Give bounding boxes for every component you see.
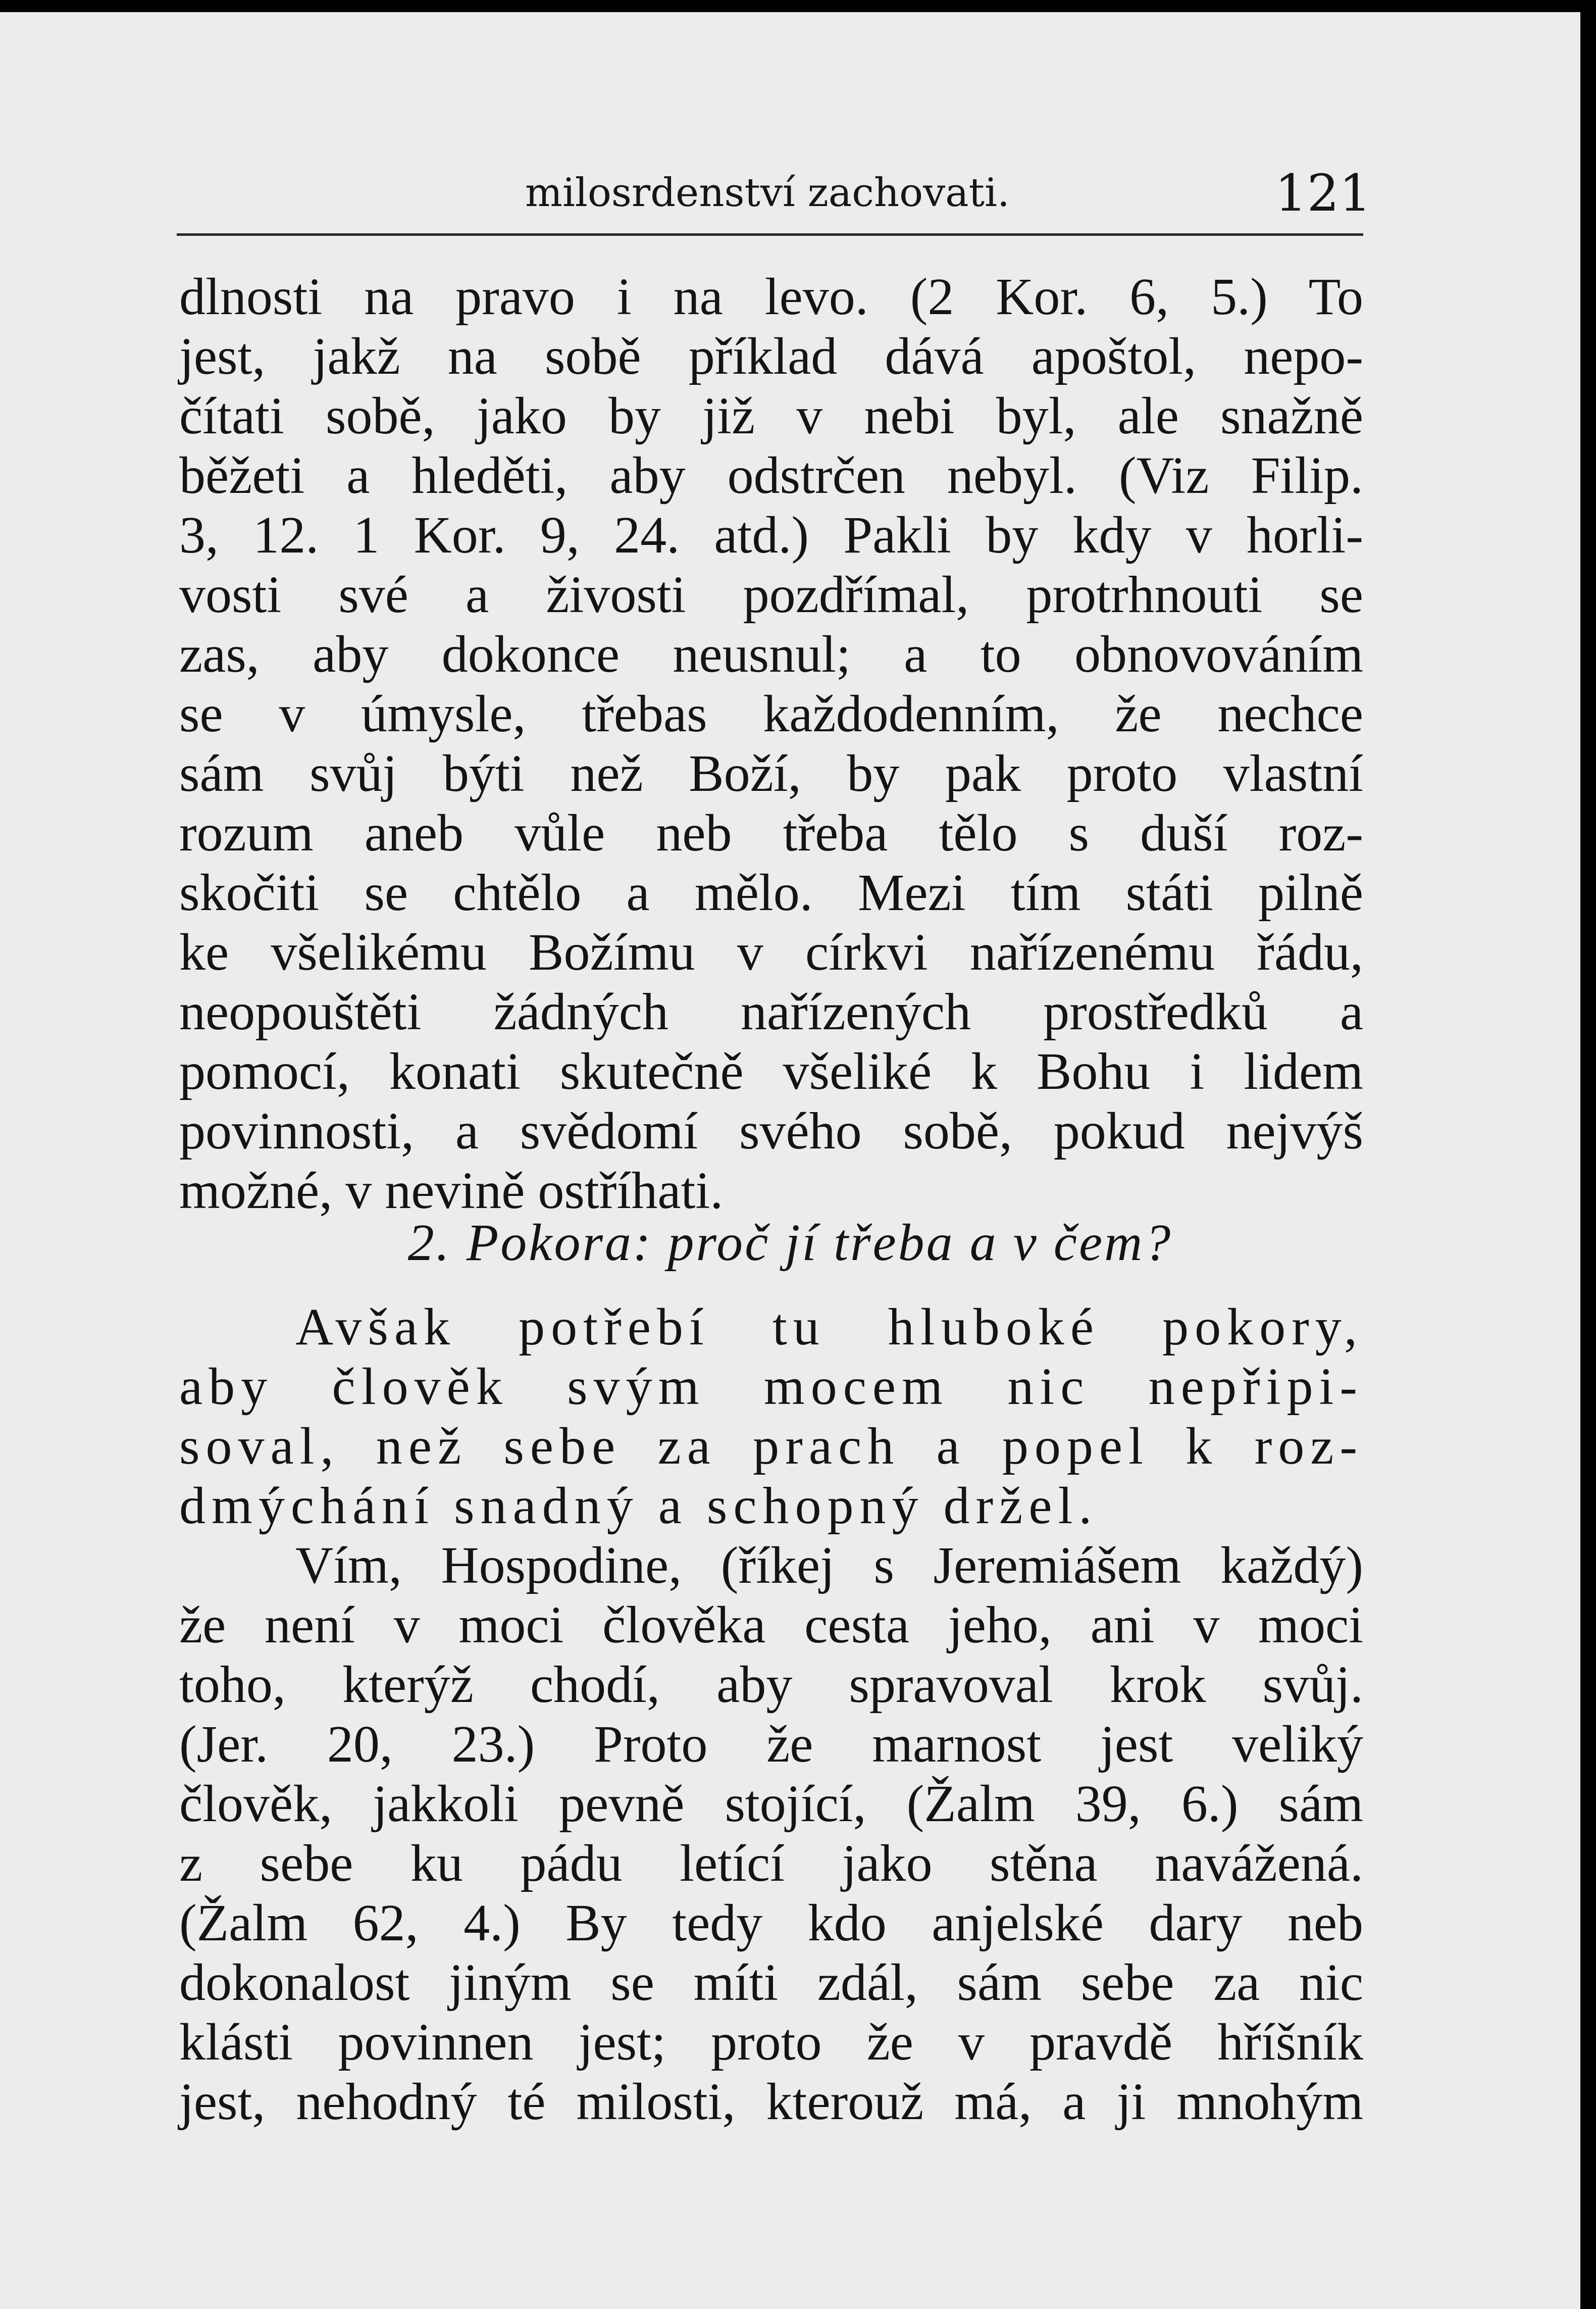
text-line: možné, v nevině ostříhati. [179, 1162, 724, 1220]
text-line: 3, 12. 1 Kor. 9, 24. atd.) Pakli by kdy v horli- [179, 506, 1363, 564]
text-line: aby člověk svým mocem nic nepřipi- [179, 1358, 1363, 1416]
text-line: jest, nehodný té milosti, kterouž má, a ji mnohým [179, 2073, 1363, 2131]
text-line: Vím, Hospodine, (říkej s Jeremiášem každý) [295, 1536, 1363, 1594]
text-line: neopouštěti žádných nařízených prostředků a [179, 983, 1363, 1041]
book-page [0, 12, 1580, 2309]
text-line: klásti povinnen jest; proto že v pravdě hříšník [179, 2013, 1363, 2071]
text-line: člověk, jakkoli pevně stojící, (Žalm 39, 6.) sám [179, 1775, 1363, 1833]
text-line: z sebe ku pádu letící jako stěna navážená. [179, 1834, 1363, 1892]
text-line: povinnosti, a svědomí svého sobě, pokud nejvýš [179, 1102, 1363, 1160]
text-line: soval, než sebe za prach a popel k roz- [179, 1417, 1363, 1475]
running-head-title: milosrdenství zachovati. [525, 170, 1010, 216]
page-number: 121 [1275, 164, 1371, 223]
text-line: skočiti se chtělo a mělo. Mezi tím státi pilně [179, 864, 1363, 922]
text-line: čítati sobě, jako by již v nebi byl, ale snažně [179, 387, 1363, 445]
text-line: sám svůj býti než Boží, by pak proto vlastní [179, 744, 1363, 802]
text-line: (Jer. 20, 23.) Proto že marnost jest veliký [179, 1715, 1363, 1773]
text-line: jest, jakž na sobě příklad dává apoštol, nepo- [179, 327, 1363, 385]
text-line: Avšak potřebí tu hluboké pokory, [295, 1298, 1363, 1356]
text-line: se v úmysle, třebas každodenním, že nechce [179, 685, 1363, 743]
text-line: že není v moci člověka cesta jeho, ani v moci [179, 1596, 1363, 1654]
text-line: (Žalm 62, 4.) By tedy kdo anjelské dary neb [179, 1894, 1363, 1952]
header-rule [177, 233, 1363, 236]
text-line: dlnosti na pravo i na levo. (2 Kor. 6, 5.) To [179, 268, 1363, 326]
text-line: dmýchání snadný a schopný držel. [179, 1477, 1098, 1535]
running-head [0, 161, 1580, 222]
text-line: ke všelikému Božímu v církvi nařízenému řádu, [179, 923, 1363, 981]
text-line: vosti své a živosti pozdřímal, protrhnouti se [179, 566, 1363, 624]
text-line: pomocí, konati skutečně všeliké k Bohu i lidem [179, 1042, 1363, 1100]
section-heading: 2. Pokora: proč jí třeba a v čem? [407, 1214, 1173, 1272]
text-line: toho, kterýž chodí, aby spravoval krok svůj. [179, 1655, 1363, 1714]
text-line: rozum aneb vůle neb třeba tělo s duší roz- [179, 804, 1363, 862]
text-line: zas, aby dokonce neusnul; a to obnovováním [179, 625, 1363, 683]
text-line: dokonalost jiným se míti zdál, sám sebe za nic [179, 1953, 1363, 2012]
text-line: běžeti a hleděti, aby odstrčen nebyl. (Viz Filip. [179, 446, 1363, 505]
